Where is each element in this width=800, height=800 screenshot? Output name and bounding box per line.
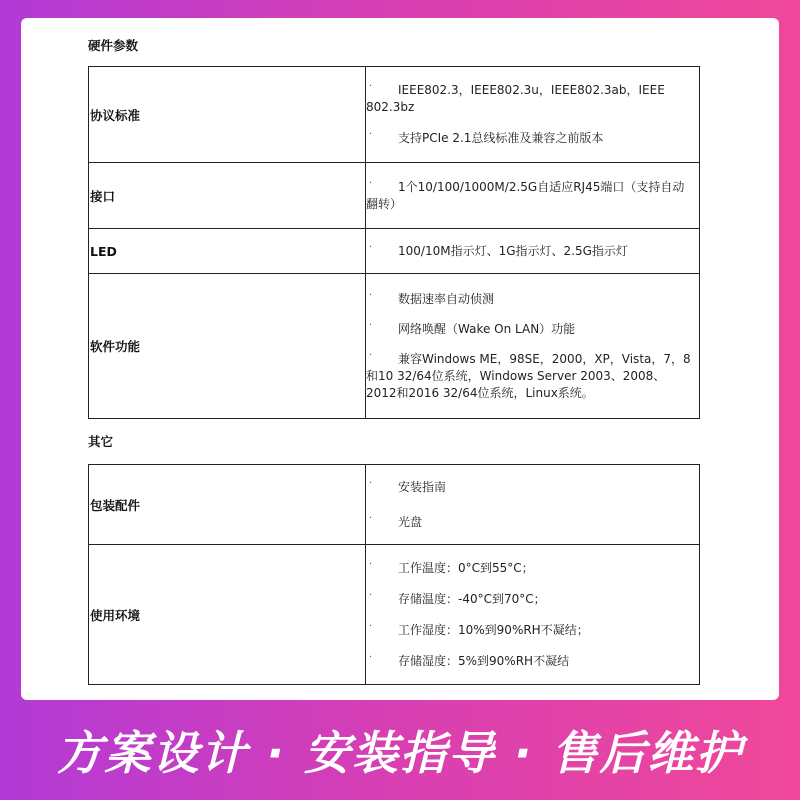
row-label-interface: 接口	[89, 163, 366, 229]
other-spec-table	[88, 464, 700, 685]
bullet-icon: ·	[369, 558, 373, 570]
row-label-protocol: 协议标准	[89, 67, 366, 163]
row-value-interface	[366, 163, 700, 229]
hardware-spec-table	[88, 66, 700, 419]
list-item: · 安装指南	[366, 479, 699, 496]
row-value-led	[366, 229, 700, 274]
row-value-package	[366, 465, 700, 545]
list-item: · 光盘	[366, 514, 699, 531]
row-label-environment: 使用环境	[89, 545, 366, 685]
section-title-hardware: 硬件参数	[88, 38, 139, 53]
bullet-icon: ·	[369, 319, 373, 331]
list-item: · IEEE802.3，IEEE802.3u，IEEE802.3ab，IEEE 802.3bz	[366, 82, 699, 116]
row-value-environment	[366, 545, 700, 685]
list-item: · 兼容Windows ME，98SE，2000，XP，Vista，7，8和10 32/64位系统，Windows Server 2003、2008、2012和2016 32/64位系统，Linux系统。	[366, 351, 699, 402]
table-row	[89, 163, 700, 229]
bullet-icon: ·	[369, 129, 373, 140]
section-title-other: 其它	[88, 434, 114, 449]
bullet-icon: ·	[369, 651, 373, 663]
bullet-icon: ·	[369, 241, 373, 253]
bullet-icon: ·	[369, 477, 373, 489]
list-item: · 工作温度：0°C到55°C；	[366, 560, 699, 577]
bullet-icon: ·	[369, 349, 373, 361]
spec-card	[21, 18, 779, 700]
table-row	[89, 67, 700, 163]
list-item: · 存储湿度：5%到90%RH不凝结	[366, 653, 699, 670]
list-item: · 100/10M指示灯、1G指示灯、2.5G指示灯	[366, 243, 699, 260]
list-item: · 数据速率自动侦测	[366, 291, 699, 308]
bullet-icon: ·	[369, 289, 373, 301]
bullet-icon: ·	[369, 620, 373, 632]
bullet-icon: ·	[369, 512, 373, 524]
table-row	[89, 465, 700, 545]
list-item: · 支持PCIe 2.1总线标准及兼容之前版本	[366, 130, 699, 147]
list-item: · 1个10/100/1000M/2.5G自适应RJ45端口（支持自动翻转）	[366, 179, 699, 213]
table-row	[89, 545, 700, 685]
service-banner	[0, 700, 800, 800]
row-label-package: 包装配件	[89, 465, 366, 545]
table-row	[89, 229, 700, 274]
list-item: · 存储温度：-40°C到70°C；	[366, 591, 699, 608]
row-value-protocol	[366, 67, 700, 163]
bullet-icon: ·	[369, 589, 373, 601]
row-value-software	[366, 274, 700, 419]
row-label-led: LED	[89, 229, 366, 274]
table-row	[89, 274, 700, 419]
list-item: · 网络唤醒（Wake On LAN）功能	[366, 321, 699, 338]
bullet-icon: ·	[369, 177, 373, 189]
banner-text: 方案设计 · 安装指导 · 售后维护	[56, 726, 744, 780]
row-label-software: 软件功能	[89, 274, 366, 419]
bullet-icon: ·	[369, 81, 373, 92]
list-item: · 工作湿度：10%到90%RH不凝结；	[366, 622, 699, 639]
